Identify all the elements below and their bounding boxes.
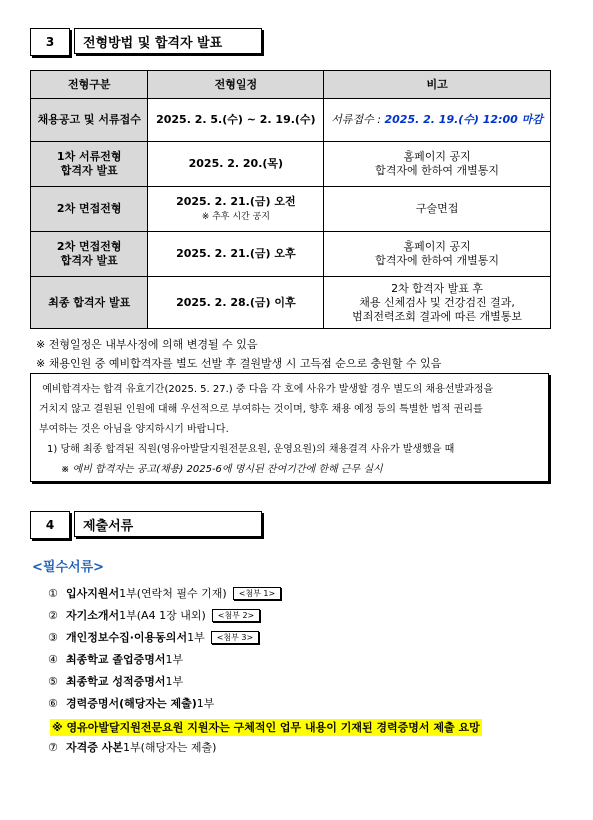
deadline-note: 2025. 2. 19.(수) 12:00 마감 <box>384 113 543 126</box>
date-cell: 2025. 2. 21.(금) 오후 <box>148 232 324 277</box>
section-title: 전형방법 및 합격자 발표 <box>74 28 262 54</box>
list-item <box>48 692 281 714</box>
item-number: ④ <box>48 652 58 666</box>
column-header-date: 전형일정 <box>148 71 324 99</box>
attachment-tag: <첨부 1> <box>233 587 282 600</box>
box-paragraph: 거치지 않고 결원된 인원에 대해 우선적으로 부여하는 것이며, 향후 채용 예정 등의 특별한 법적 권리를 <box>39 404 483 415</box>
date-cell: 2025. 2. 5.(수) ~ 2. 19.(수) <box>148 99 324 142</box>
doc-name: 개인정보수집·이용동의서 <box>66 631 188 644</box>
doc-detail: 1부 <box>165 675 184 688</box>
date-cell: 2025. 2. 28.(금) 이후 <box>148 277 324 329</box>
item-number: ③ <box>48 630 58 644</box>
box-sub-note: ※ 예비 합격자는 공고(채용) 2025-6에 명시된 잔여기간에 한해 근무 실시 <box>61 464 383 475</box>
box-paragraph: 부여하는 것은 아님을 양지하시기 바랍니다. <box>39 424 229 435</box>
doc-detail: 1부(해당자는 제출) <box>122 741 217 754</box>
section-3-header <box>30 28 262 56</box>
list-item <box>48 626 281 648</box>
schedule-table <box>30 70 551 329</box>
doc-name: 경력증명서(해당자는 제출) <box>66 697 197 710</box>
doc-detail: 1부 <box>187 631 205 644</box>
attachment-tag: <첨부 3> <box>211 631 260 644</box>
section-4-header <box>30 511 262 539</box>
box-paragraph: 예비합격자는 합격 유효기간(2025. 5. 27.) 중 다음 각 호에 사유가 발생할 경우 별도의 채용선발과정을 <box>42 384 494 395</box>
item-number: ⑥ <box>48 696 58 710</box>
note-cell: 구술면접 <box>324 187 551 232</box>
section-number: 4 <box>30 511 70 539</box>
stage-cell: 최종 합격자 발표 <box>31 277 148 329</box>
highlighted-notice: ※ 영유아발달지원전문요원 지원자는 구체적인 업무 내용이 기재된 경력증명서 제출 요망 <box>52 721 480 734</box>
note-cell: 서류접수 : 2025. 2. 19.(수) 12:00 마감 <box>324 99 551 142</box>
stage-cell: 2차 면접전형 <box>31 187 148 232</box>
note-cell: 홈페이지 공지 합격자에 한하여 개별통지 <box>324 232 551 277</box>
doc-name: 최종학교 졸업증명서 <box>66 653 166 666</box>
list-item <box>48 736 281 758</box>
table-row <box>31 232 551 277</box>
doc-name: 자기소개서 <box>66 609 120 622</box>
column-header-stage: 전형구분 <box>31 71 148 99</box>
box-item: 1) 당해 최종 합격된 직원(영유아발달지원전문요원, 운영요원)의 채용결격 사유가 발생했을 때 <box>47 444 455 455</box>
doc-detail: 1부 <box>165 653 184 666</box>
list-item <box>48 604 281 626</box>
attachment-tag: <첨부 2> <box>212 609 261 622</box>
note-line: ※ 전형일정은 내부사정에 의해 변경될 수 있음 <box>36 338 258 351</box>
stage-cell: 2차 면접전형 합격자 발표 <box>31 232 148 277</box>
stage-cell: 채용공고 및 서류접수 <box>31 99 148 142</box>
table-row <box>31 187 551 232</box>
schedule-notes <box>36 335 441 373</box>
item-number: ① <box>48 586 58 600</box>
note-cell: 홈페이지 공지 합격자에 한하여 개별통지 <box>324 142 551 187</box>
date-cell: 2025. 2. 21.(금) 오전 ※ 추후 시간 공지 <box>148 187 324 232</box>
reserve-candidate-box <box>30 373 549 482</box>
table-header-row <box>31 71 551 99</box>
section-title: 제출서류 <box>74 511 262 537</box>
doc-name: 입사지원서 <box>66 587 120 600</box>
note-line: ※ 채용인원 중 예비합격자를 별도 선발 후 결원발생 시 고득점 순으로 충원할 수 있음 <box>36 357 442 370</box>
doc-detail: 1부(A4 1장 내외) <box>119 609 206 622</box>
doc-name: 최종학교 성적증명서 <box>66 675 166 688</box>
table-row <box>31 99 551 142</box>
doc-detail: 1부(연락처 필수 기재) <box>119 587 227 600</box>
doc-name: 자격증 사본 <box>66 741 123 754</box>
note-cell: 2차 합격자 발표 후 채용 신체검사 및 건강검진 결과, 범죄전력조회 결과에 따른 개별통보 <box>324 277 551 329</box>
section-number: 3 <box>30 28 70 56</box>
item-number: ② <box>48 608 58 622</box>
list-item <box>48 582 281 604</box>
list-item <box>48 670 281 692</box>
table-row <box>31 142 551 187</box>
item-number: ⑤ <box>48 674 58 688</box>
table-row <box>31 277 551 329</box>
column-header-note: 비고 <box>324 71 551 99</box>
item-number: ⑦ <box>48 740 58 754</box>
list-item <box>48 648 281 670</box>
date-cell: 2025. 2. 20.(목) <box>148 142 324 187</box>
stage-cell: 1차 서류전형 합격자 발표 <box>31 142 148 187</box>
required-docs-title: <필수서류> <box>32 560 105 575</box>
doc-detail: 1부 <box>196 697 215 710</box>
